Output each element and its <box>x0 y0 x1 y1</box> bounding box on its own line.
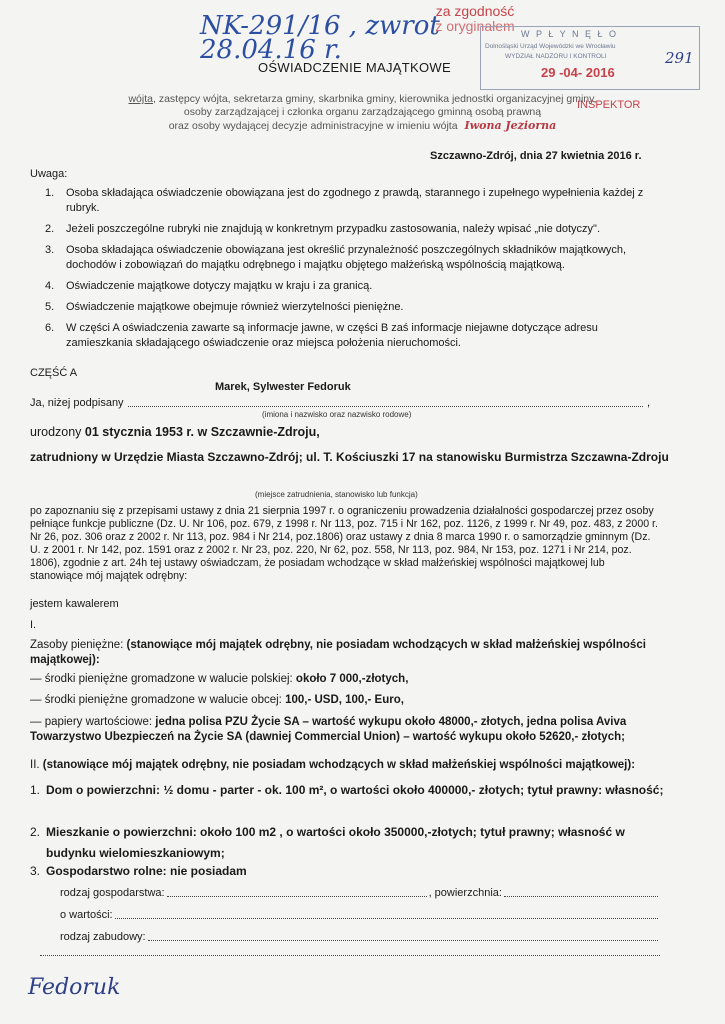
handwritten-signature: Fedoruk <box>28 975 121 1000</box>
note-text: Jeżeli poszczególne rubryki nie znajdują w konkretnym przypadku zastosowania, należy wpisać „nie dotyczy". <box>66 223 600 235</box>
pln-row <box>30 673 408 685</box>
farm-building-dotted-line <box>148 930 658 941</box>
securities-value: jedna polisa PZU Życie SA – wartość wykupu około 48000,- złotych, jedna polisa Aviva Towarzystwo Ubezpieczeń na Życie SA (dawniej Commercial Union) – wartość wykupu około 52620,- złotych; <box>30 716 627 743</box>
farm-building-row <box>60 930 660 945</box>
pln-label: — środki pieniężne gromadzone w walucie polskiej: <box>30 673 293 685</box>
pln-value: około 7 000,-złotych, <box>295 673 409 685</box>
stamp-inspector: INSPEKTOR <box>577 99 641 111</box>
note-number: 1. <box>45 187 55 199</box>
securities-row <box>30 715 670 745</box>
property-item-1 <box>30 780 670 801</box>
handwritten-reference: NK-291/16 , zwrot 28.04.16 r. <box>200 11 440 65</box>
farm-area-label: , powierzchnia: <box>428 887 502 899</box>
subtitle-line-2: osoby zarządzającej i członka organu zarządzającego gminną osobą prawną <box>183 106 542 118</box>
note-item-2 <box>45 222 665 237</box>
fx-label: — środki pieniężne gromadzone w walucie obcej: <box>30 694 282 706</box>
stamp-department: WYDZIAŁ NADZORU I KONTROLI <box>505 53 607 60</box>
notes-label: Uwaga: <box>30 168 68 180</box>
born-row <box>30 425 320 439</box>
note-text: W części A oświadczenia zawarte są informacje jawne, w części B zaś informacje niejawne dotyczące adresu zamieszkania składającego oświadczenie oraz miejsca położenia nieruchomości. <box>66 322 598 349</box>
office-receipt-stamp <box>480 26 700 111</box>
note-text: Osoba składająca oświadczenie obowiązana jest do zgodnego z prawdą, starannego i zupełnego wypełnienia każdej z rubryk. <box>66 187 644 214</box>
farm-area-dotted-line <box>504 886 658 897</box>
note-item-6 <box>45 321 665 351</box>
note-item-1 <box>45 186 665 216</box>
stamp-date: 29 -04- 2016 <box>541 65 615 80</box>
legal-basis-text: po zapoznaniu się z przepisami ustawy z dnia 21 sierpnia 1997 r. o ograniczeniu prowadzenia działalności gospodarczej przez osoby pełniące funkcje publiczne (Dz. U. Nr 106, poz. 679, z 1998 r. Nr 113, poz. 715 i Nr 162, poz. 1126, z 1999 r. Nr 49, poz. 483, z 2000 r. Nr 26, poz. 306 oraz z 2002 r. Nr 113, poz. 984 i Nr 214, poz.1806) oraz ustawy z dnia 8 marca 1990 r. o samorządzie gminnym (Dz. U. z 2001 r. Nr 142, poz. 1591 oraz z 2002 r. Nr 23, poz. 220, Nr 62, poz. 558, Nr 113, poz. 984, Nr 153, poz. 1271 i Nr 214, poz. 1806), zgodnie z art. 24h tej ustawy oświadczam, że posiadam wchodzące w skład małżeńskiej wspólności majątkowej lub stanowiące mój majątek odrębny: <box>30 505 658 582</box>
name-dotted-line <box>128 396 643 407</box>
document-title: OŚWIADCZENIE MAJĄTKOWE <box>258 60 451 75</box>
section-i-label: I. <box>30 619 37 631</box>
farm-type-dotted-line <box>167 886 427 897</box>
signed-row <box>30 396 650 411</box>
notes-list <box>45 186 665 357</box>
farm-type-row <box>60 886 660 901</box>
place-date: Szczawno-Zdrój, dnia 27 kwietnia 2016 r. <box>430 150 642 162</box>
subtitle-line-1 <box>40 93 685 106</box>
declarant-name: Marek, Sylwester Fedoruk <box>215 381 351 393</box>
money-label: Zasoby pieniężne: <box>30 639 124 651</box>
employment-value: zatrudniony w Urzędzie Miasta Szczawno-Zdrój; ul. T. Kościuszki 17 na stanowisku Burmistrza Szczawna-Zdroju <box>30 450 669 464</box>
note-text: Osoba składająca oświadczenie obowiązana jest określić przynależność poszczególnych składników majątkowych, dochodów i zobowiązań do majątku odrębnego i majątku objętego małżeńską wspólnością majątkową. <box>66 244 627 271</box>
farm-value-dotted-line <box>115 908 658 919</box>
section-ii-row <box>30 759 670 771</box>
stamp-received: W P Ł Y N Ę Ł O <box>521 29 619 39</box>
stamp-office: Dolnośląski Urząd Wojewódzki we Wrocławiu <box>485 43 616 50</box>
note-number: 2. <box>45 223 55 235</box>
securities-label: — papiery wartościowe: <box>30 716 153 728</box>
subtitle-underlined: wójta <box>128 93 153 105</box>
property-item-3 <box>30 864 247 878</box>
part-a-heading: CZĘŚĆ A <box>30 367 78 379</box>
signature-stamp: Iwona Jeziorna <box>464 119 557 132</box>
name-caption: (imiona i nazwisko oraz nazwisko rodowe) <box>262 410 412 419</box>
section-ii-label: II. <box>30 759 40 771</box>
farm-value-row <box>60 908 660 923</box>
farm-value-label: o wartości: <box>60 909 113 921</box>
note-number: 3. <box>45 244 55 256</box>
note-text: Oświadczenie majątkowe obejmuje również wierzytelności pieniężne. <box>66 301 404 313</box>
signed-comma: , <box>646 397 650 409</box>
property-item-text: Gospodarstwo rolne: nie posiadam <box>46 864 247 878</box>
property-item-number: 3. <box>30 864 41 878</box>
stamp-line-1: za zgodność <box>435 3 515 19</box>
note-item-5 <box>45 300 665 315</box>
subtitle-rest: , zastępcy wójta, sekretarza gminy, skarbnika gminy, kierownika jednostki organizacyjnej gminy, <box>152 93 597 105</box>
document-subtitle <box>40 93 685 133</box>
note-item-4 <box>45 279 665 294</box>
note-text: Oświadczenie majątkowe dotyczy majątku w kraju i za granicą. <box>66 280 373 292</box>
property-item-text: Mieszkanie o powierzchni: około 100 m2 , o wartości około 350000,-złotych; tytuł prawny; własność w budynku wielomieszkaniowym; <box>46 825 625 860</box>
property-item-2 <box>30 822 670 864</box>
subtitle-line-3 <box>40 119 685 133</box>
property-item-number: 1. <box>30 783 41 797</box>
fx-row <box>30 694 404 706</box>
note-item-3 <box>45 243 665 273</box>
note-number: 5. <box>45 301 55 313</box>
farm-extra-dotted-line <box>40 955 660 956</box>
signed-label: Ja, niżej podpisany <box>30 397 124 409</box>
marital-status: jestem kawalerem <box>30 598 119 610</box>
property-item-number: 2. <box>30 825 41 839</box>
born-value: 01 stycznia 1953 r. w Szczawnie-Zdroju, <box>84 425 320 439</box>
property-item-text: Dom o powierzchni: ½ domu - parter - ok. 100 m², o wartości około 400000,- złotych; tytuł prawny: własność; <box>46 783 664 797</box>
fx-value: 100,- USD, 100,- Euro, <box>285 694 404 706</box>
section-ii-note: (stanowiące mój majątek odrębny, nie posiadam wchodzących w skład małżeńskiej wspólności majątkowej): <box>42 759 636 771</box>
born-label: urodzony <box>30 425 82 439</box>
money-resources <box>30 638 670 668</box>
farm-type-label: rodzaj gospodarstwa: <box>60 887 165 899</box>
farm-building-label: rodzaj zabudowy: <box>60 931 146 943</box>
subtitle-line-3-text: oraz osoby wydającej decyzje administracyjne w imieniu wójta <box>168 120 458 132</box>
employment-caption: (miejsce zatrudnienia, stanowisko lub funkcja) <box>255 490 418 499</box>
stamp-line-2: z oryginałem <box>435 18 515 34</box>
note-number: 4. <box>45 280 55 292</box>
note-number: 6. <box>45 322 55 334</box>
stamp-number: 291 <box>665 49 694 67</box>
money-note: (stanowiące mój majątek odrębny, nie posiadam wchodzących w skład małżeńskiej wspólności majątkowej): <box>30 639 646 666</box>
